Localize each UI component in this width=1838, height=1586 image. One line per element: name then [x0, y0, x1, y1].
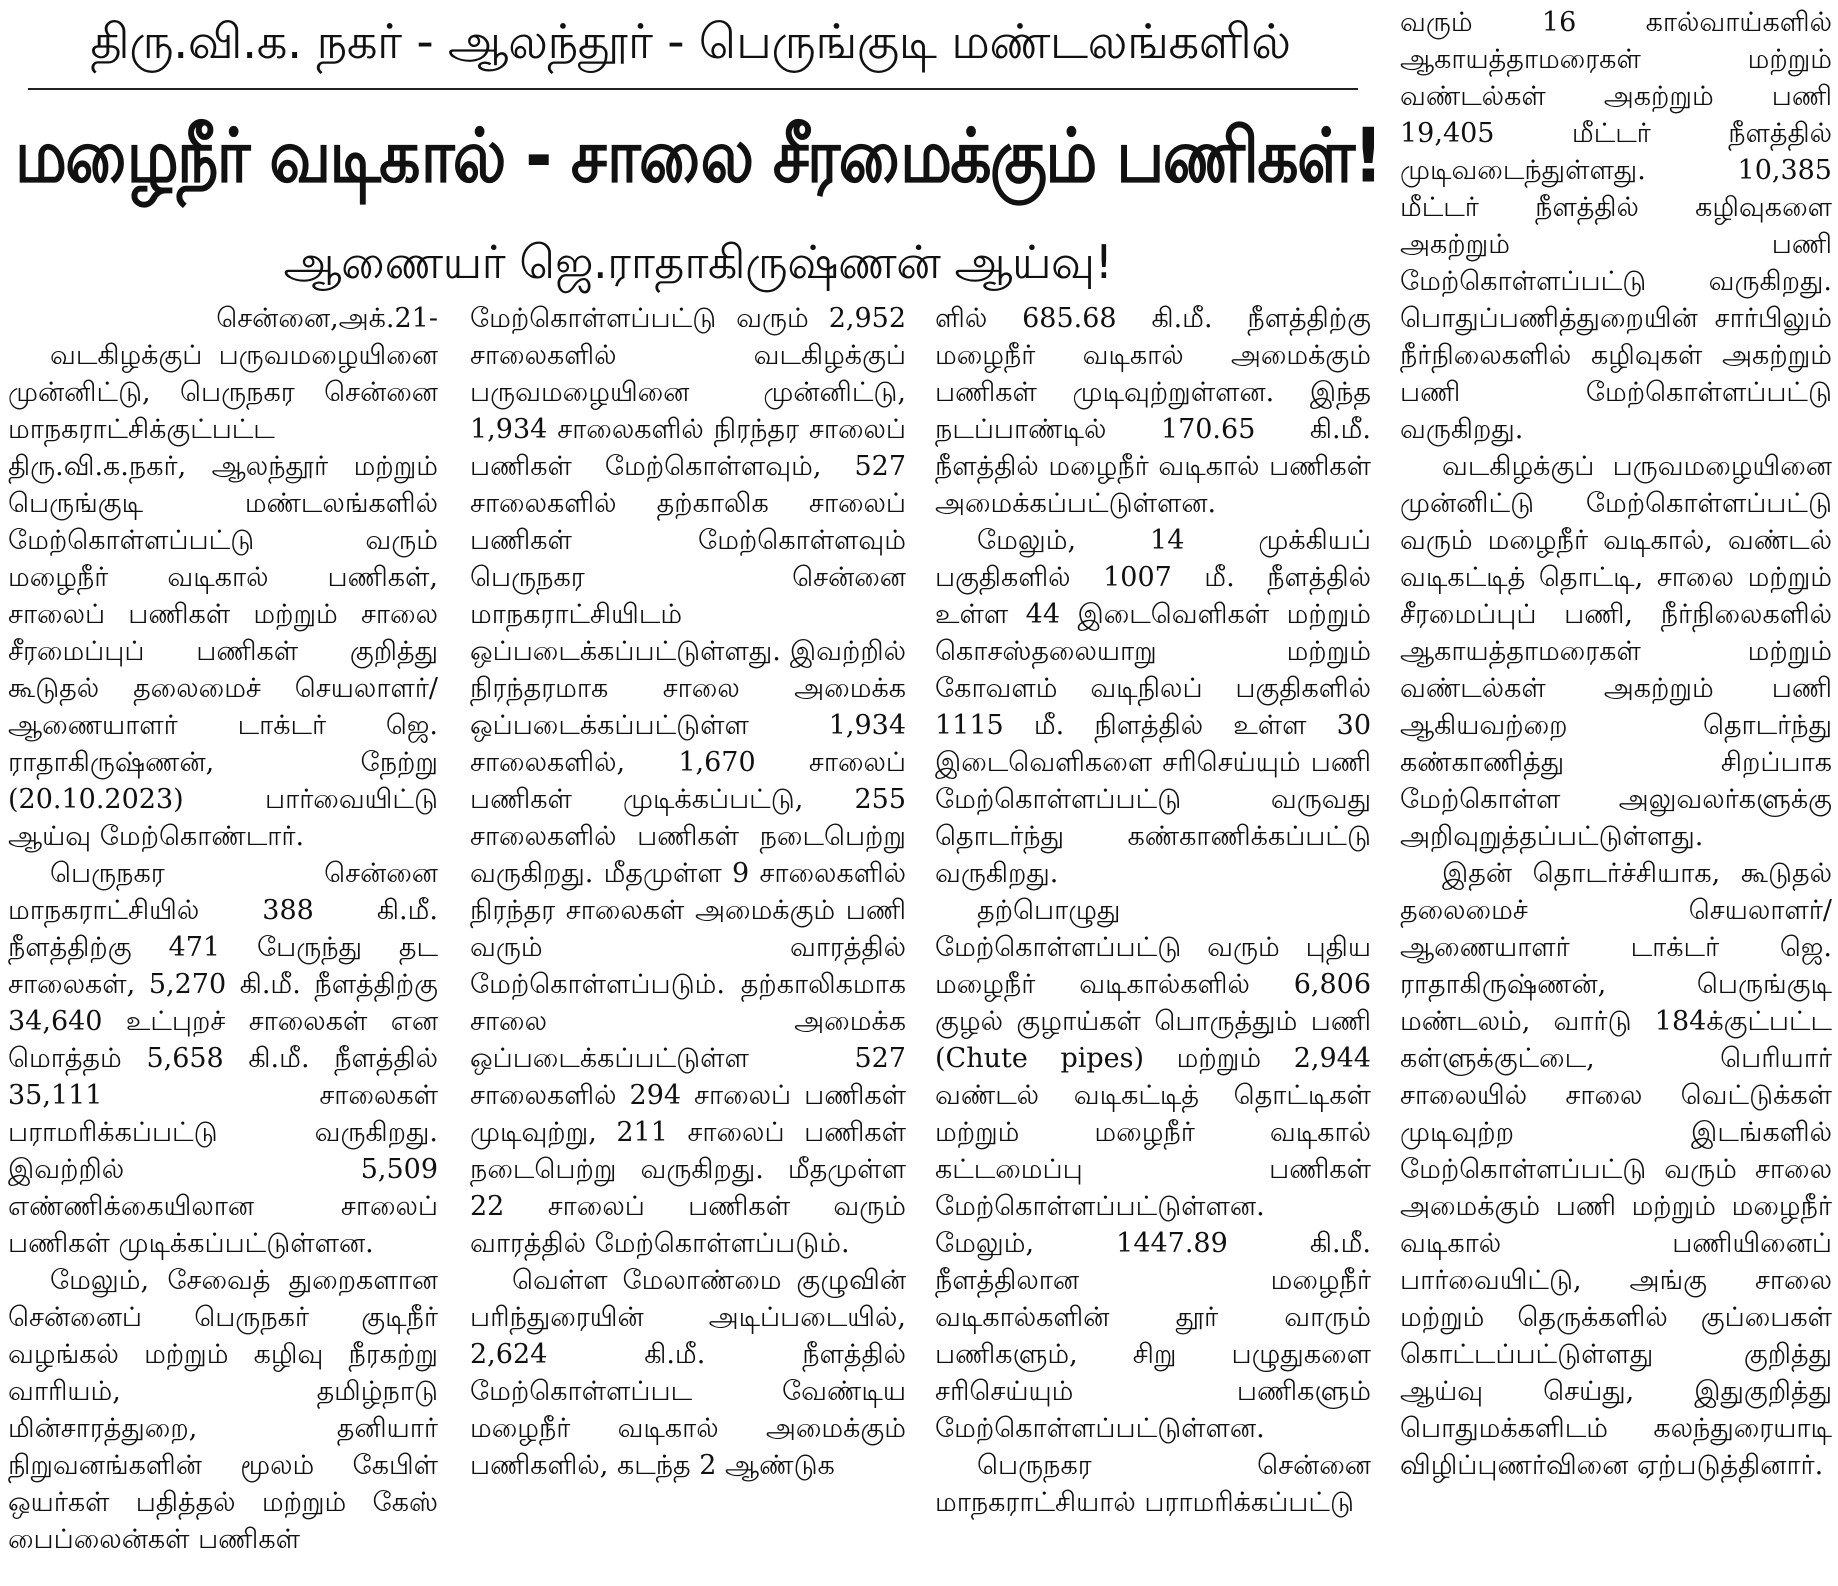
headline-block [8, 0, 1388, 305]
kicker-line: திரு.வி.க. நகர் - ஆலந்தூர் - பெருங்குடி மண்டலங்களில் [90, 14, 1291, 70]
paragraph: இதன் தொடர்ச்சியாக, கூடுதல் தலைமைச் செயலாளர்/ஆணையாளர் டாக்டர் ஜெ. ராதாகிருஷ்ணன், பெருங்குடி மண்டலம், வார்டு 184க்குட்பட்ட கள்ளுக்குட்டை, பெரியார் சாலையில் சாலை வெட்டுக்கள் முடிவுற்ற இடங்களில் மேற்கொள்ளப்பட்டு வரும் சாலை அமைக்கும் பணி மற்றும் மழைநீர் வடிகால் பணியினைப் பார்வையிட்டு, அங்கு சாலை மற்றும் தெருக்களில் குப்பைகள் கொட்டப்பட்டுள்ளது குறித்து ஆய்வு செய்து, இதுகுறித்து பொதுமக்களிடம் கலந்துரையாடி விழிப்புணர்வினை ஏற்படுத்தினார். [1400, 858, 1832, 1481]
paragraph: மேலும், சேவைத் துறைகளான சென்னைப் பெருநகர் குடிநீர் வழங்கல் மற்றும் கழிவு நீரகற்று வாரியம், தமிழ்நாடு மின்சாரத்துறை, தனியார் நிறுவனங்களின் மூலம் கேபிள் ஒயர்கள் பதித்தல் மற்றும் கேஸ் பைப்லைன்கள் பணிகள் [8, 1265, 438, 1555]
paragraph: வெள்ள மேலாண்மை குழுவின் பரிந்துரையின் அடிப்படையில், 2,624 கி.மீ. நீளத்தில் மேற்கொள்ளப்பட வேண்டிய மழைநீர் வடிகால் அமைக்கும் பணிகளில், கடந்த 2 ஆண்டுக [470, 1265, 906, 1481]
paragraph: தற்பொழுது மேற்கொள்ளப்பட்டு வரும் புதிய மழைநீர் வடிகால்களில் 6,806 குழல் குழாய்கள் பொருத்தும் பணி (Chute pipes) மற்றும் 2,944 வண்டல் வடிகட்டித் தொட்டிகள் மற்றும் மழைநீர் வடிகால் கட்டமைப்பு பணிகள் மேற்கொள்ளப்பட்டுள்ளன. மேலும், 1447.89 கி.மீ. நீளத்திலான மழைநீர் வடிகால்களின் தூர் வாரும் பணிகளும், சிறு பழுதுகளை சரிசெய்யும் பணிகளும் மேற்கொள்ளப்பட்டுள்ளன. [935, 895, 1371, 1444]
paragraph-continued: ளில் 685.68 கி.மீ. நீளத்திற்கு மழைநீர் வடிகால் அமைக்கும் பணிகள் முடிவுற்றுள்ளன. இந்த நடப்பாண்டில் 170.65 கி.மீ. நீளத்தில் மழைநீர் வடிகால் பணிகள் அமைக்கப்பட்டுள்ளன. [935, 303, 1371, 519]
paragraph-continued: மேற்கொள்ளப்பட்டு வரும் 2,952 சாலைகளில் வடகிழக்குப் பருவமழையினை முன்னிட்டு, 1,934 சாலைகளில் நிரந்தர சாலைப் பணிகள் மேற்கொள்ளவும், 527 சாலைகளில் தற்காலிக சாலைப் பணிகள் மேற்கொள்ளவும் பெருநகர சென்னை மாநகராட்சியிடம் ஒப்படைக்கப்பட்டுள்ளது. இவற்றில் நிரந்தரமாக சாலை அமைக்க ஒப்படைக்கப்பட்டுள்ள 1,934 சாலைகளில், 1,670 சாலைப் பணிகள் முடிக்கப்பட்டு, 255 சாலைகளில் பணிகள் நடைபெற்று வருகிறது. மீதமுள்ள 9 சாலைகளில் நிரந்தர சாலைகள் அமைக்கும் பணி வரும் வாரத்தில் மேற்கொள்ளப்படும். தற்காலிகமாக சாலை அமைக்க ஒப்படைக்கப்பட்டுள்ள 527 சாலைகளில் 294 சாலைப் பணிகள் முடிவுற்று, 211 சாலைப் பணிகள் நடைபெற்று வருகிறது. மீதமுள்ள 22 சாலைப் பணிகள் வரும் வாரத்தில் மேற்கொள்ளப்படும். [470, 303, 906, 1259]
paragraph-continued: வரும் 16 கால்வாய்களில் ஆகாயத்தாமரைகள் மற்றும் வண்டல்கள் அகற்றும் பணி 19,405 மீட்டர் நீளத்தில் முடிவடைந்துள்ளது. 10,385 மீட்டர் நீளத்தில் கழிவுகளை அகற்றும் பணி மேற்கொள்ளப்பட்டு வருகிறது. பொதுப்பணித்துறையின் சார்பிலும் நீர்நிலைகளில் கழிவுகள் அகற்றும் பணி மேற்கொள்ளப்பட்டு வருகிறது. [1400, 7, 1832, 445]
paragraph: பெருநகர சென்னை மாநகராட்சியால் பராமரிக்கப்பட்டு [935, 1450, 1371, 1518]
article-column-3 [935, 300, 1371, 1584]
article-column-4 [1400, 4, 1832, 1584]
dateline: சென்னை,அக்.21- [216, 303, 438, 334]
headline-divider [28, 88, 1358, 90]
paragraph: வடகிழக்குப் பருவமழையினை முன்னிட்டு மேற்கொள்ளப்பட்டு வரும் மழைநீர் வடிகால், வண்டல் வடிகட்டித் தொட்டி, சாலை மற்றும் சீரமைப்புப் பணி, நீர்நிலைகளில் ஆகாயத்தாமரைகள் மற்றும் வண்டல்கள் அகற்றும் பணி ஆகியவற்றை தொடர்ந்து கண்காணித்து சிறப்பாக மேற்கொள்ள அலுவலர்களுக்கு அறிவுறுத்தப்பட்டுள்ளது. [1400, 451, 1832, 852]
paragraph: பெருநகர சென்னை மாநகராட்சியில் 388 கி.மீ. நீளத்திற்கு 471 பேருந்து தட சாலைகள், 5,270 கி.மீ. நீளத்திற்கு 34,640 உட்புறச் சாலைகள் என மொத்தம் 5,658 கி.மீ. நீளத்தில் 35,111 சாலைகள் பராமரிக்கப்பட்டு வருகிறது. இவற்றில் 5,509 எண்ணிக்கையிலான சாலைப் பணிகள் முடிக்கப்பட்டுள்ளன. [8, 858, 438, 1259]
paragraph: மேலும், 14 முக்கியப் பகுதிகளில் 1007 மீ. நீளத்தில் உள்ள 44 இடைவெளிகள் மற்றும் கொசஸ்தலையாறு மற்றும் கோவளம் வடிநிலப் பகுதிகளில் 1115 மீ. நிளத்தில் உள்ள 30 இடைவெளிகளை சரிசெய்யும் பணி மேற்கொள்ளப்பட்டு வருவது தொடர்ந்து கண்காணிக்கப்பட்டு வருகிறது. [935, 525, 1371, 889]
headline: மழைநீர் வடிகால் - சாலை சீரமைக்கும் பணிகள்! [14, 113, 1382, 201]
subheadline: ஆணையர் ஜெ.ராதாகிருஷ்ணன் ஆய்வு! [283, 235, 1113, 289]
paragraph: வடகிழக்குப் பருவமழையினை முன்னிட்டு, பெருநகர சென்னை மாநகராட்சிக்குட்பட்ட திரு.வி.க.நகர், ஆலந்தூர் மற்றும் பெருங்குடி மண்டலங்களில் மேற்கொள்ளப்பட்டு வரும் மழைநீர் வடிகால் பணிகள், சாலைப் பணிகள் மற்றும் சாலை சீரமைப்புப் பணிகள் குறித்து கூடுதல் தலைமைச் செயலாளர்/ஆணையாளர் டாக்டர் ஜெ. ராதாகிருஷ்ணன், நேற்று (20.10.2023) பார்வையிட்டு ஆய்வு மேற்கொண்டார். [8, 340, 438, 852]
article-column-2 [470, 300, 906, 1584]
article-column-1 [8, 300, 438, 1584]
